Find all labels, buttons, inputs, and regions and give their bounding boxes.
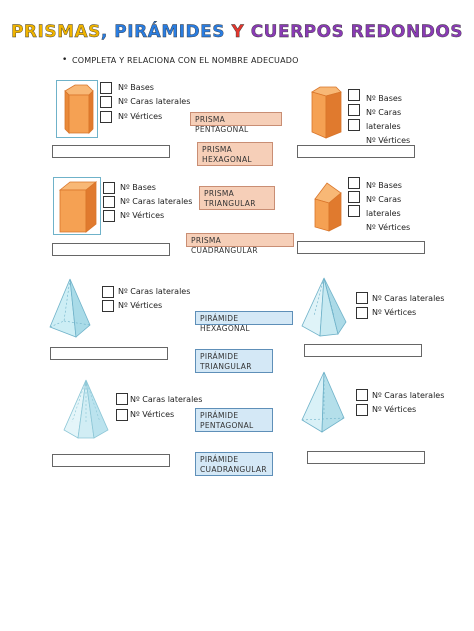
vertices-label: Nº Vértices <box>372 308 417 317</box>
answer-field[interactable] <box>50 347 168 360</box>
caras-laterales-label: Nº Caras laterales <box>118 287 191 296</box>
tag-prisma-triangular[interactable] <box>199 186 275 210</box>
tag-line: PRISMA <box>202 145 233 154</box>
vertices-label: Nº Vértices <box>366 136 411 145</box>
answer-field[interactable] <box>297 241 425 254</box>
answer-field[interactable] <box>307 451 425 464</box>
prism-pentagonal-figure <box>308 86 344 140</box>
caras-laterales-label: Nº Caras laterales <box>120 197 193 206</box>
caras-laterales-checkbox[interactable] <box>356 292 368 304</box>
tag-line: PRISMA <box>204 189 235 198</box>
caras-checkbox[interactable] <box>348 191 360 203</box>
bases-checkbox[interactable] <box>348 89 360 101</box>
laterales-checkbox[interactable] <box>348 205 360 217</box>
tag-piramide-cuadrangular[interactable] <box>195 452 273 476</box>
caras-laterales-checkbox[interactable] <box>103 196 115 208</box>
tag-line: PIRÁMIDE <box>200 411 239 420</box>
instruction-bullet: • <box>62 55 68 65</box>
caras-label: Nº Caras <box>366 108 402 117</box>
tag-piramide-triangular[interactable] <box>195 349 273 373</box>
caras-label: Nº Caras <box>366 195 402 204</box>
answer-field[interactable] <box>52 454 170 467</box>
caras-laterales-label: Nº Caras laterales <box>372 294 445 303</box>
prism-hexagonal-icon <box>57 81 99 139</box>
vertices-label: Nº Vértices <box>118 301 163 310</box>
vertices-label: Nº Vértices <box>130 410 175 419</box>
pyramid-pentagonal-icon <box>298 276 350 340</box>
vertices-checkbox[interactable] <box>356 307 368 319</box>
bases-label: Nº Bases <box>120 183 156 192</box>
bases-checkbox[interactable] <box>348 177 360 189</box>
caras-laterales-checkbox[interactable] <box>356 389 368 401</box>
prism-triangular-figure <box>311 179 347 233</box>
tag-line: CUADRANGULAR <box>200 465 267 474</box>
pyramid-cuadrangular-icon <box>46 277 94 341</box>
caras-laterales-checkbox[interactable] <box>102 286 114 298</box>
tag-line: PIRÁMIDE <box>200 352 239 361</box>
tag-piramide-hexagonal[interactable]: PIRÁMIDE HEXAGONAL <box>195 311 293 325</box>
tag-prisma-pentagonal[interactable]: PRISMA PENTAGONAL <box>190 112 282 126</box>
laterales-label: laterales <box>366 209 401 218</box>
caras-laterales-label: Nº Caras laterales <box>130 395 203 404</box>
tag-prisma-cuadrangular[interactable]: PRISMA CUADRANGULAR <box>186 233 294 247</box>
prism-triangular-icon <box>311 179 347 233</box>
tag-line: PENTAGONAL <box>200 421 254 430</box>
caras-laterales-label: Nº Caras laterales <box>372 391 445 400</box>
tag-line: PIRÁMIDE <box>200 455 239 464</box>
vertices-label: Nº Vértices <box>118 112 163 121</box>
answer-field[interactable] <box>304 344 422 357</box>
title-part: PRISMAS <box>10 22 101 42</box>
caras-checkbox[interactable] <box>348 104 360 116</box>
vertices-checkbox[interactable] <box>100 111 112 123</box>
vertices-label: Nº Vértices <box>366 223 411 232</box>
answer-field[interactable] <box>52 145 170 158</box>
laterales-label: laterales <box>366 122 401 131</box>
tag-line: TRIANGULAR <box>200 362 252 371</box>
caras-laterales-checkbox[interactable] <box>100 96 112 108</box>
bases-checkbox[interactable] <box>103 182 115 194</box>
title-part: , <box>100 22 115 42</box>
title-part: CUERPOS REDONDOS <box>250 22 464 42</box>
prism-hexagonal-figure <box>56 80 98 138</box>
vertices-checkbox[interactable] <box>102 300 114 312</box>
answer-field[interactable] <box>52 243 170 256</box>
bases-label: Nº Bases <box>366 94 402 103</box>
caras-laterales-checkbox[interactable] <box>116 393 128 405</box>
pyramid-triangular-icon <box>298 370 348 436</box>
vertices-label: Nº Vértices <box>372 405 417 414</box>
page-title <box>0 22 474 42</box>
tag-line: HEXAGONAL <box>202 155 252 164</box>
tag-piramide-pentagonal[interactable] <box>195 408 273 432</box>
prism-pentagonal-icon <box>308 86 344 140</box>
bases-checkbox[interactable] <box>100 82 112 94</box>
instruction-text: COMPLETA Y RELACIONA CON EL NOMBRE ADECUADO <box>72 56 299 65</box>
vertices-label: Nº Vértices <box>120 211 165 220</box>
answer-field[interactable] <box>297 145 415 158</box>
caras-laterales-label: Nº Caras laterales <box>118 97 191 106</box>
vertices-checkbox[interactable] <box>116 409 128 421</box>
prism-cuadrangular-figure <box>53 177 101 235</box>
bases-label: Nº Bases <box>118 83 154 92</box>
vertices-checkbox[interactable] <box>356 404 368 416</box>
title-part: PIRÁMIDES <box>114 22 226 42</box>
bases-label: Nº Bases <box>366 181 402 190</box>
pyramid-hexagonal-icon <box>60 378 112 442</box>
laterales-checkbox[interactable] <box>348 119 360 131</box>
tag-line: TRIANGULAR <box>204 199 256 208</box>
vertices-checkbox[interactable] <box>103 210 115 222</box>
prism-cuadrangular-icon <box>54 178 102 236</box>
tag-prisma-hexagonal[interactable] <box>197 142 273 166</box>
title-part: Y <box>225 22 251 42</box>
